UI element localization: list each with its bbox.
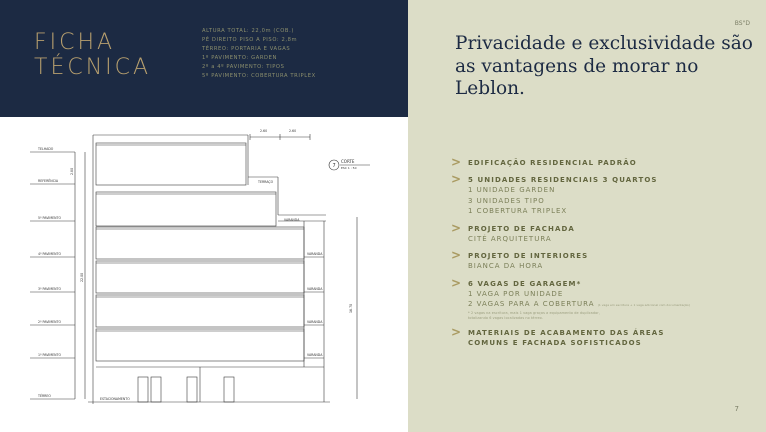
varanda-label: VARANDA: [284, 218, 300, 222]
section-drawing: [0, 117, 408, 432]
section-label: CORTE: [341, 159, 355, 164]
list-item: [450, 220, 760, 245]
dimension-top-b: 2.60: [289, 129, 297, 133]
garage-line: [468, 299, 760, 311]
list-item: [450, 248, 760, 272]
varanda-label: VARANDA: [307, 287, 323, 291]
dimension-total: 22.00: [80, 272, 84, 282]
level-label: TÉRREO: [38, 394, 51, 398]
spec-line: ALTURA TOTAL: 22,0m (COB.): [202, 28, 294, 34]
item-title: PROJETO DE INTERIORES: [468, 252, 589, 260]
garage-line: 1 VAGA POR UNIDADE: [468, 289, 564, 298]
spec-line: TÉRREO: PORTARIA E VAGAS: [202, 46, 291, 52]
dimension-floor: 2.80: [70, 167, 74, 175]
garage-line-text: 2 VAGAS PARA A COBERTURA: [468, 300, 595, 308]
garage-line-note: (1 vaga em escritura + 1 vaga adicional com documentação): [597, 303, 690, 307]
item-line: CITÉ ARQUITETURA: [468, 234, 552, 243]
brand-mark: BS"D: [734, 20, 750, 27]
item-title: PROJETO DE FACHADA: [468, 224, 575, 233]
ficha-tecnica-title: FICHA TÉCNICA: [34, 30, 152, 80]
level-label: TELHADO: [38, 147, 54, 151]
garage-title: 6 VAGAS DE GARAGEM*: [468, 279, 582, 288]
estacionamento-label: ESTACIONAMENTO: [100, 397, 130, 401]
spec-line: PÉ DIREITO PISO A PISO: 2,8m: [202, 37, 298, 43]
item-line: 1 UNIDADE GARDEN: [468, 186, 556, 194]
dimension-height: 16.70: [349, 303, 353, 313]
list-item: [450, 155, 760, 169]
spec-line: 5º PAVIMENTO: COBERTURA TRIPLEX: [202, 73, 316, 79]
spec-line: 1º PAVIMENTO: GARDEN: [202, 55, 278, 61]
materials-title: MATERIAIS DE ACABAMENTO DAS ÁREAS COMUNS E FACHADA SOFISTICADOS: [468, 328, 665, 347]
features-list: [450, 155, 760, 355]
item-title: EDIFICAÇÃO RESIDENCIAL PADRÃO: [468, 159, 637, 167]
list-item: [450, 172, 760, 217]
item-line: BIANCA DA HORA: [468, 262, 544, 270]
level-label: 3º PAVIMENTO: [38, 287, 61, 291]
section-scale: ESC 1 : 50: [341, 166, 357, 170]
chevron-right-icon: >: [451, 275, 462, 290]
dimension-top-a: 2.60: [260, 129, 268, 133]
chevron-right-icon: >: [451, 155, 462, 169]
content-panel: [408, 0, 766, 432]
page-number: 7: [734, 405, 739, 413]
level-label: REFERÊNCIA: [38, 179, 59, 183]
varanda-label: VARANDA: [307, 320, 323, 324]
specs-list: [202, 27, 402, 81]
section-number: 7: [332, 163, 336, 169]
varanda-label: VARANDA: [307, 252, 323, 256]
building-section-svg: [0, 117, 408, 432]
chevron-right-icon: >: [451, 324, 462, 339]
garage-footnote: totalizando 6 vagas localizadas no térreo.: [468, 315, 543, 320]
item-title: 5 UNIDADES RESIDENCIAIS 3 QUARTOS: [468, 176, 658, 184]
item-line: 3 UNIDADES TIPO: [468, 196, 545, 205]
header-panel: [0, 0, 408, 117]
terraco-label: TERRAÇO: [258, 180, 274, 184]
level-label: 2º PAVIMENTO: [38, 320, 61, 324]
chevron-right-icon: >: [451, 220, 462, 235]
list-item: [450, 324, 760, 348]
level-label: 5º PAVIMENTO: [38, 216, 61, 220]
chevron-right-icon: >: [451, 248, 462, 262]
headline: Privacidade e exclusividade são as vantagens de morar no Leblon.: [455, 33, 753, 99]
item-line: 1 COBERTURA TRIPLEX: [468, 207, 568, 215]
chevron-right-icon: >: [451, 172, 462, 186]
spec-line: 2º a 4º PAVIMENTO: TIPOS: [202, 64, 285, 70]
level-label: 1º PAVIMENTO: [38, 353, 61, 357]
garage-footnote: * 2 vagas na escritura, mais 1 vaga graças a equipamento de duplicador,: [468, 310, 600, 315]
list-item: [450, 275, 760, 321]
varanda-label: VARANDA: [307, 353, 323, 357]
level-label: 4º PAVIMENTO: [38, 252, 61, 256]
